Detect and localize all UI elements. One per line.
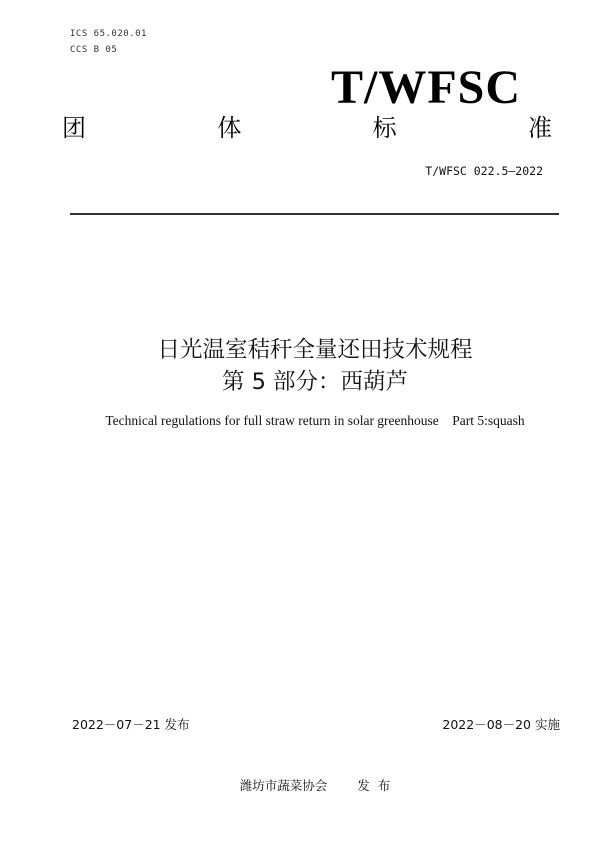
standard-type-char: 标 [372,114,397,142]
issue-date: 2022－07－21 发布 [72,717,190,732]
standard-type [62,112,552,144]
title-line-1: 日光温室秸秆全量还田技术规程 [157,337,473,363]
title-line-2: 第 5 部分：西葫芦 [221,369,409,395]
implementation-date: 2022－08－20 实施 [442,717,560,732]
ccs-code: CCS B 05 [70,45,118,55]
header-divider [70,213,559,215]
standard-type-char: 团 [62,114,86,142]
standard-type-char: 准 [527,114,552,142]
standard-logo: T/WFSC [330,61,521,114]
standard-number: T/WFSC 022.5—2022 [425,164,543,178]
publisher [0,776,600,794]
english-title: Technical regulations for full straw return in solar greenhouse Part 5:squash [105,413,525,428]
publisher-name: 潍坊市蔬菜协会 [239,778,328,793]
publisher-action: 发 布 [357,778,391,793]
standard-type-char: 体 [217,114,242,142]
ics-code: ICS 65.020.01 [70,29,147,39]
